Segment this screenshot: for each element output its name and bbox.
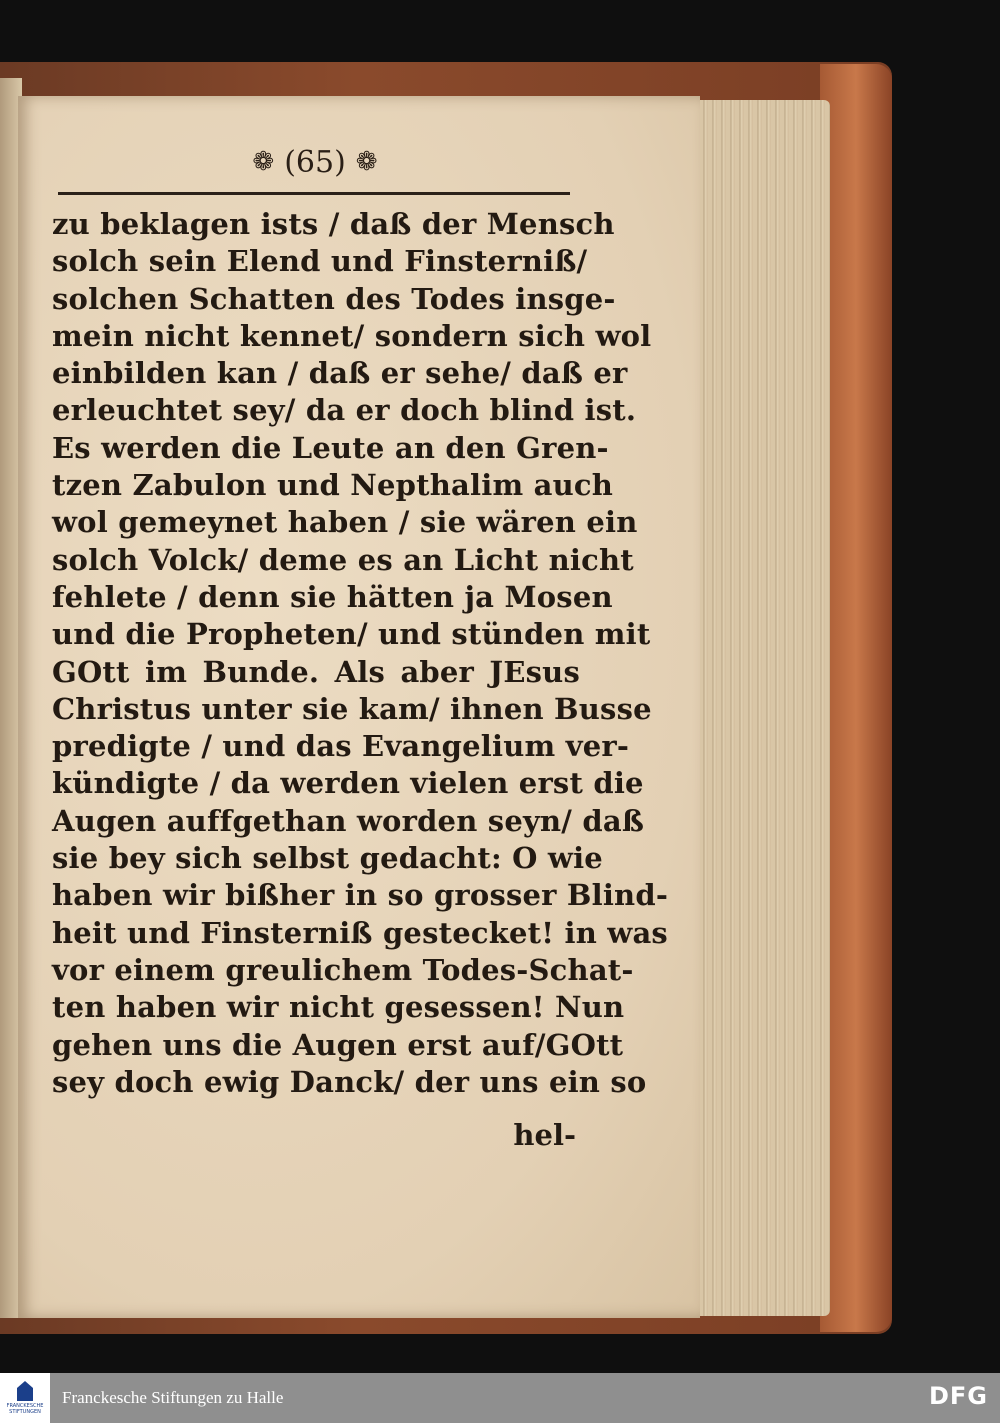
text-line: sey doch ewig Danck/ der uns ein so: [52, 1064, 647, 1099]
text-line: einbilden kan / daß er sehe/ daß er: [52, 356, 628, 391]
institution-name: Franckesche Stiftungen zu Halle: [62, 1388, 284, 1407]
text-line: Es werden die Leute an den Gren-: [52, 430, 609, 465]
text-line: zu beklagen ists / daß der Mensch: [52, 207, 615, 241]
logo-text: FRANCKESCHE STIFTUNGEN: [6, 1403, 44, 1415]
text-line: sie bey sich selbst gedacht: O wie: [52, 841, 603, 876]
text-line: wol gemeynet haben / sie wären ein: [52, 505, 638, 540]
page-header: [225, 140, 405, 184]
dfg-logo: DFG: [928, 1382, 988, 1410]
page-edges: [690, 100, 830, 1316]
text-line: ten haben wir nicht gesessen! Nun: [52, 990, 625, 1025]
text-line: mein nicht kennet/ sondern sich wol: [52, 318, 652, 353]
institution-logo[interactable]: [0, 1373, 50, 1423]
ornament-right-icon: ❁: [355, 147, 378, 177]
catchword: hel-: [513, 1118, 576, 1152]
text-line: kündigte / da werden vielen erst die: [52, 766, 644, 801]
viewer-footer: [0, 1373, 1000, 1423]
text-line: predigte / und das Evangelium ver-: [52, 729, 630, 764]
text-line: gehen uns die Augen erst auf/GOtt: [52, 1027, 624, 1062]
text-line: heit und Finsterniß gestecket! in was: [52, 915, 668, 950]
text-line: solch Volck/ deme es an Licht nicht: [52, 542, 634, 577]
text-line: haben wir bißher in so grosser Blind-: [52, 878, 669, 913]
text-line: vor einem greulichem Todes-Schat-: [52, 952, 634, 987]
body-text: [52, 206, 669, 1101]
text-line: und die Propheten/ und stünden mit: [52, 617, 651, 652]
text-line: solchen Schatten des Todes insge-: [52, 281, 616, 316]
text-line: Augen auffgethan worden seyn/ daß: [52, 803, 645, 838]
book-cover-right-edge: [820, 64, 892, 1332]
text-line: Christus unter sie kam/ ihnen Busse: [52, 691, 652, 726]
page-number: (65): [284, 144, 346, 180]
building-icon: [17, 1381, 33, 1401]
header-rule: [58, 192, 570, 195]
text-line: erleuchtet sey/ da er doch blind ist.: [52, 393, 637, 428]
text-line: fehlete / denn sie hätten ja Mosen: [52, 579, 613, 614]
ornament-left-icon: ❁: [252, 147, 275, 177]
text-line: tzen Zabulon und Nepthalim auch: [52, 468, 614, 503]
text-line: solch sein Elend und Finsterniß/: [52, 244, 588, 279]
text-line: GOtt im Bunde. Als aber JEsus: [52, 654, 580, 689]
